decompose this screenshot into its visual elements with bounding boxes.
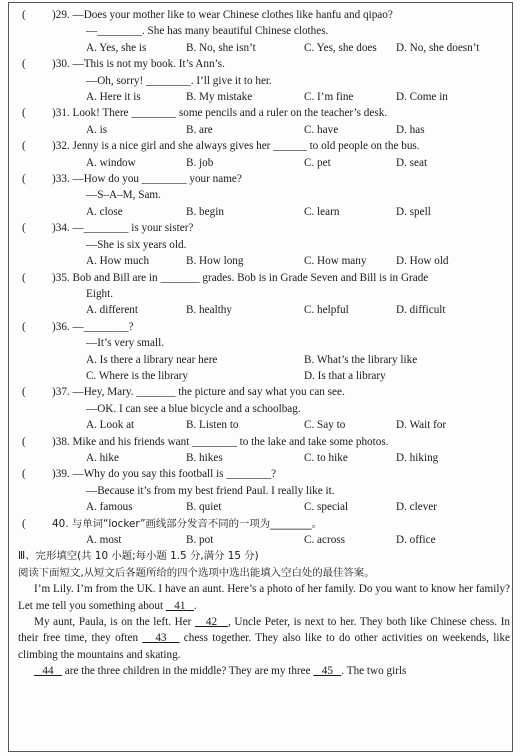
options-row [70,368,510,384]
option[interactable]: D. spell [396,205,431,218]
option[interactable]: A. famous [86,501,133,514]
passage-paragraph: My aunt, Paula, is on the left. Her 42 , Uncle Peter, is next to her. They both like Chinese chess. In their free time, they often 43 chess together. They also like to do other activities on weekends, like climbing the mountains and skating. [18,616,511,661]
answer-bracket: ( [22,271,26,284]
options-row [70,40,510,56]
options-row [70,155,510,171]
passage-paragraph: 44 are the three children in the middle? They are my three 45 . The two girls [34,665,407,678]
blank-45[interactable]: 45 [313,665,342,678]
blank-42[interactable]: 42 [195,616,228,629]
option[interactable]: C. I’m fine [304,91,354,104]
blank-41[interactable]: 41 [165,599,194,612]
answer-bracket: ( [22,173,26,186]
question-line: —It’s very small. [86,337,164,350]
question-stem: )38. Mike and his friends want ________ to the lake and take some photos. [52,435,389,448]
option[interactable]: D. Is that a library [304,369,386,382]
option[interactable]: B. What’s the library like [304,353,418,366]
question-line: —S–A–M, Sam. [86,189,161,202]
option[interactable]: B. job [186,156,214,169]
question-stem: )34. —________ is your sister? [52,222,194,235]
question-q35 [18,270,510,319]
option[interactable]: C. special [304,501,349,514]
options-row [70,499,510,515]
option[interactable]: B. hikes [186,451,223,464]
option[interactable]: A. different [86,304,138,317]
question-line: —Oh, sorry! ________. I’ll give it to her. [86,74,272,87]
blank-43[interactable]: 43 [142,632,180,645]
option[interactable]: D. seat [396,156,428,169]
question-body [52,138,510,171]
question-line: —OK. I can see a blue bicycle and a schoolbag. [86,402,301,415]
option[interactable]: B. Listen to [186,419,239,432]
options-row [70,417,510,433]
section-3 [18,548,510,679]
question-stem: )35. Bob and Bill are in _______ grades. Bob is in Grade Seven and Bill is in Grade [52,271,429,284]
question-q36 [18,319,510,385]
option[interactable]: D. Wait for [396,419,447,432]
question-line: Eight. [86,287,114,300]
question-list [18,7,510,548]
question-stem: )39. —Why do you say this football is ________? [52,468,277,481]
question-stem: )33. —How do you ________ your name? [52,173,242,186]
option[interactable]: D. office [396,534,436,546]
question-q29 [18,7,510,56]
option[interactable]: C. learn [304,205,340,218]
option[interactable]: D. No, she doesn’t [396,41,480,54]
blank-44[interactable]: 44 [34,665,62,678]
option[interactable]: C. pet [304,156,331,169]
options-row [70,89,510,105]
cloze-passage [18,581,510,679]
question-stem: )31. Look! There ________ some pencils and a ruler on the teacher’s desk. [52,107,388,120]
question-body [52,466,510,515]
question-q38 [18,434,510,467]
question-body [52,56,510,105]
answer-bracket: ( [22,140,26,153]
option[interactable]: B. No, she isn’t [186,41,256,54]
option[interactable]: B. are [186,123,213,136]
option[interactable]: D. hiking [396,451,439,464]
option[interactable]: B. pot [186,534,214,546]
question-q37 [18,384,510,433]
option[interactable]: A. Is there a library near here [86,353,218,366]
option[interactable]: C. across [304,534,346,546]
option[interactable]: A. hike [86,451,119,464]
question-q32 [18,138,510,171]
question-body [52,270,510,319]
option[interactable]: D. has [396,123,425,136]
options-row [70,450,510,466]
option[interactable]: B. My mistake [186,91,253,104]
question-stem: )36. —________? [52,320,134,333]
option[interactable]: A. is [86,123,108,136]
question-body [52,171,510,220]
option[interactable]: C. Where is the library [86,369,189,382]
options-row [70,532,510,548]
question-body [52,319,510,385]
option[interactable]: A. close [86,205,123,218]
question-line: —She is six years old. [86,238,187,251]
option[interactable]: C. How many [304,255,367,268]
question-stem: 40. 与单词“locker”画线部分发音不同的一项为________。 [52,517,323,530]
section-heading: Ⅲ、完形填空(共 10 小题;每小题 1.5 分,满分 15 分) [18,550,259,563]
answer-bracket: ( [22,517,26,530]
answer-bracket: ( [22,320,26,333]
answer-bracket: ( [22,58,26,71]
question-body [52,384,510,433]
question-body [52,434,510,467]
question-q30 [18,56,510,105]
option[interactable]: B. begin [186,205,224,218]
answer-bracket: ( [22,386,26,399]
question-stem: )30. —This is not my book. It’s Ann’s. [52,58,225,71]
option[interactable]: A. Here it is [86,91,141,104]
option[interactable]: C. helpful [304,304,349,317]
question-line: —________. She has many beautiful Chinese clothes. [86,25,329,38]
question-line: —Because it’s from my best friend Paul. I really like it. [86,484,335,497]
section-instruction: 阅读下面短文,从短文后各题所给的四个选项中选出能填入空白处的最佳答案。 [18,566,375,579]
option[interactable]: C. have [304,123,339,136]
question-stem: )37. —Hey, Mary. _______ the picture and say what you can see. [52,386,345,399]
question-body [52,105,510,138]
question-q33 [18,171,510,220]
question-stem: )32. Jenny is a nice girl and she always gives her ______ to old people on the bus. [52,140,420,153]
option[interactable]: A. Yes, she is [86,41,147,54]
option[interactable]: B. How long [186,255,244,268]
question-q39 [18,466,510,515]
option[interactable]: A. most [86,534,122,546]
option[interactable]: D. Come in [396,91,448,104]
answer-bracket: ( [22,468,26,481]
options-row [70,302,510,318]
answer-bracket: ( [22,107,26,120]
option[interactable]: C. Yes, she does [304,41,377,54]
option[interactable]: B. healthy [186,304,232,317]
option[interactable]: A. Look at [86,419,135,432]
passage-paragraph: I’m Lily. I’m from the UK. I have an aunt. Here’s a photo of her family. Do you want to know her family? Let me tell you something about 41 . [18,583,510,612]
question-stem: )29. —Does your mother like to wear Chinese clothes like hanfu and qipao? [52,9,393,21]
option[interactable]: C. Say to [304,419,346,432]
option[interactable]: D. clever [396,501,437,514]
question-q40 [18,516,510,549]
question-q31 [18,105,510,138]
answer-bracket: ( [22,222,26,235]
options-row [70,204,510,220]
option[interactable]: D. difficult [396,304,446,317]
option[interactable]: B. quiet [186,501,222,514]
answer-bracket: ( [22,435,26,448]
options-row [70,352,510,368]
options-row [70,253,510,269]
question-q34 [18,220,510,269]
answer-bracket: ( [22,9,26,21]
option[interactable]: A. window [86,156,136,169]
option[interactable]: D. How old [396,255,449,268]
question-body [52,7,510,56]
question-body [52,516,510,549]
question-body [52,220,510,269]
option[interactable]: C. to hike [304,451,348,464]
options-row [70,122,510,138]
option[interactable]: A. How much [86,255,150,268]
